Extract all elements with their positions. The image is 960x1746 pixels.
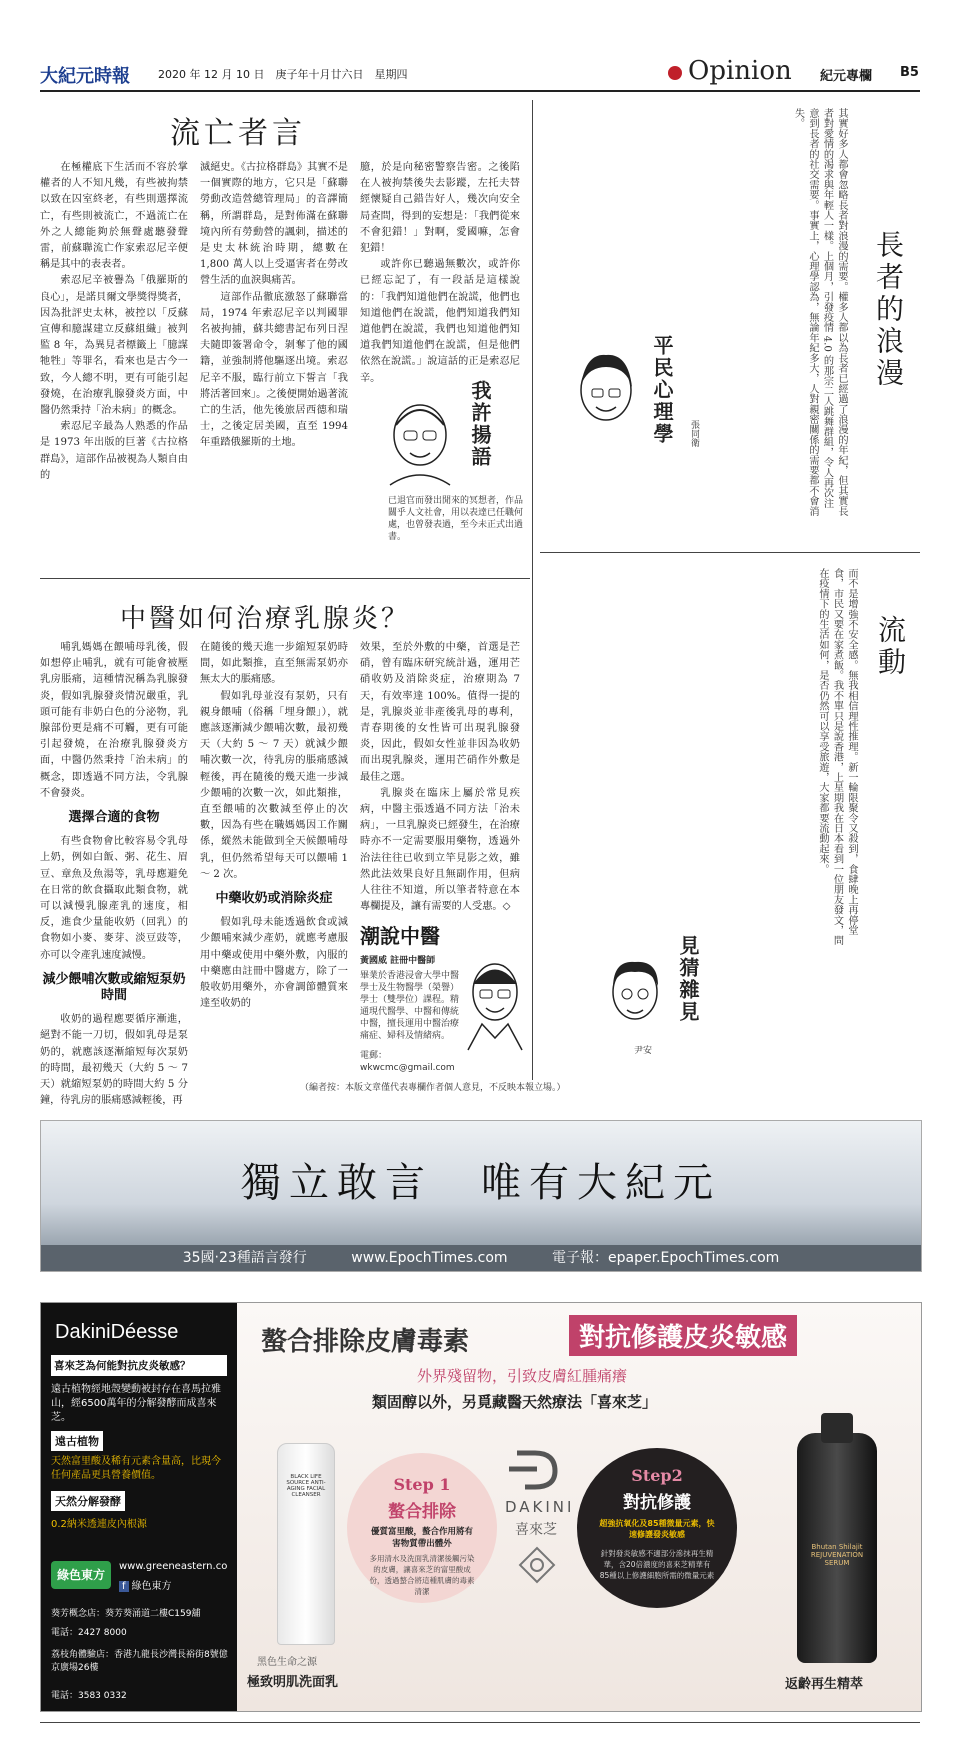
author-portrait xyxy=(566,345,646,445)
paragraph: 哺乳媽媽在餵哺母乳後，假如想停止哺乳，就有可能會被壓乳房脹痛，這種情況稱為乳腺發炎，假如乳腺發炎情況嚴重，乳頭可能有非奶白色的分泌物，乳腺部份更是痛不可觸，更有可能引起發燒，在治療乳腺發炎方面，中醫仍然秉持「治未病」的概念，即透過不同方法，令乳腺不會發炎。 xyxy=(40,642,188,799)
step-label: Step2 xyxy=(631,1466,683,1485)
subheading: 減少餵哺次數或縮短泵奶時間 xyxy=(42,971,186,1004)
subheading: 中藥收奶或消除炎症 xyxy=(215,891,333,907)
article-column xyxy=(360,640,520,913)
banner-slogan: 獨立敢言 唯有大紀元 xyxy=(241,1160,721,1206)
article-column xyxy=(40,160,188,570)
newspaper-logo: 大紀元時報 xyxy=(40,66,130,87)
paragraph: 臆，於是向秘密警察告密。之後陷在人被拘禁後失去影蹤，左托夫替經懷疑自己錯告好人，幾次向安全局查問，得到的妄想是：「我們從來不會犯錯！」對啊，愛國嘛，怎會犯錯！ xyxy=(360,162,520,255)
red-dot-icon xyxy=(668,66,682,80)
ad-main-panel xyxy=(237,1303,921,1711)
column-divider xyxy=(532,100,533,1080)
article-title: 中醫如何治療乳腺炎？ xyxy=(120,604,411,634)
ad-facebook-label: 綠色東方 xyxy=(131,1581,172,1592)
banner-website-link[interactable]: www.EpochTimes.com xyxy=(351,1250,508,1266)
article-title: 流動 xyxy=(874,615,907,679)
paragraph: 在隨後的幾天進一步縮短泵奶時間，如此類推，直至無需泵奶亦無太大的脹痛感。 xyxy=(200,642,348,686)
paragraph: 假如乳母並沒有泵奶，只有親身餵哺（俗稱「埋身餵」），就應該逐漸減少餵哺次數，最初幾天（大約 5 ～ 7 天）就減少餵哺次數一次，待乳房的脹痛感減輕後，再在隨後的幾天進一步減少餵哺的次數一次，如此類推，直至餵哺的次數減至停止的次數，因為有些在職媽媽因工作關係，縱然未能做到全天候餵哺母乳，但仍然希望每天可以餵哺 1 ～ 2 次。 xyxy=(200,690,348,880)
banner-languages: 35國‧23種語言發行 xyxy=(182,1250,307,1266)
paragraph: 乳腺炎在臨床上屬於常見疾病，中醫主張透過不同方法「治未病」，一旦乳腺炎已經發生，在治療時亦不一定需要服用藥物，透過外治法往往已收到立竿見影之效，雖然此法效果良好且無副作用，但病人往往不知道，所以筆者特意在本專欄提及，讓有需要的人受惠。◇ xyxy=(360,787,520,913)
article-column xyxy=(200,640,348,1070)
author-email: 電郵：wkwcmc@gmail.com xyxy=(360,1051,455,1073)
ad-shop-address: 葵芳概念店：葵芳葵涌道二樓C159舖 xyxy=(51,1609,201,1619)
paragraph: 有些食物會比較容易令乳母上奶，例如白飯、粥、花生、眉豆、章魚及魚湯等，乳母應避免在日常的飲食攝取此類食物，就可以減慢乳腺產乳的速度，相反，進食少量能收奶（回乳）的食物如小麥、麥芽、淡豆豉等，亦可以令產乳速度減慢。 xyxy=(40,836,188,961)
paragraph: 假如乳母未能透過飲食或減少餵哺來減少產奶，就應考慮服用中藥或使用中藥外敷，內服的中藥應由註冊中醫處方，除了一般收奶用藥外，亦會調節體質來達至收奶的 xyxy=(200,917,348,1010)
facebook-icon: f xyxy=(119,1581,129,1592)
step-description: 多用清水及洗面乳清潔後觸污染的皮膚，讓喜來芝的富里酸成份，透過螯合將這種肌膚的毒素清潔 xyxy=(369,1554,475,1596)
ad-shop-address: 荔枝角體驗店：香港九龍長沙灣長裕街8號億京廣場26樓 xyxy=(51,1650,228,1673)
product-name: 返齡再生精萃 xyxy=(785,1677,864,1692)
paragraph: 滅絕史。《古拉格群島》其實不是一個實際的地方，它只是「蘇聯勞動改造營總管理局」的音譯簡稱，所謂群島，是對佈滿在蘇聯境內所有勞動營的諷刺，描述的是史太林統治時期，總數在 1,800 萬人以上受逼害者在勞改營生活的血淚與痛苦。 xyxy=(200,162,348,287)
page-bottom-rule xyxy=(40,1722,920,1723)
author-portrait xyxy=(600,950,670,1045)
ad-subheadline: 類固醇以外，另覓藏醫天然療法「喜來芝」 xyxy=(372,1393,658,1411)
author-name: 尹安 xyxy=(634,1046,653,1056)
column-title: 平民心理學 xyxy=(650,335,674,445)
ad-shop-phone: 電話：3583 0332 xyxy=(51,1691,127,1701)
step2-circle xyxy=(577,1448,737,1608)
article-divider xyxy=(540,552,920,553)
paragraph: 這部作品徹底激怒了蘇聯當局，1974 年索忍尼辛以判國罪名被拘捕，蘇共總書記布列日涅夫隨即簽署命令，剝奪了他的國籍，並強制將他驅逐出境。索忍尼辛不服，臨行前立下誓言「我將活著回來」。之後便開始過著流亡的生活，他先後旅居西德和瑞士，之後定居美國，直至 1994 年重踏俄羅斯的土地。 xyxy=(200,291,348,449)
step1-circle xyxy=(347,1453,497,1603)
bottle-label: Bhutan Shilajit REJUVENATION SERUM xyxy=(810,1543,864,1567)
column-title: 見猜雜見 xyxy=(676,935,700,1023)
article-column xyxy=(360,160,520,384)
banner-epaper-link[interactable]: 電子報：epaper.EpochTimes.com xyxy=(552,1250,780,1266)
page-header xyxy=(40,56,920,92)
page-number: B5 xyxy=(900,65,919,80)
ad-shop-phone: 電話：2427 8000 xyxy=(51,1628,127,1638)
section-name: 紀元專欄 xyxy=(820,69,873,84)
ad-question: 喜來芝為何能對抗皮炎敏感？ xyxy=(51,1355,227,1376)
step-subtitle: 優質富里酸，螯合作用將有害物質帶出體外 xyxy=(370,1527,473,1549)
ad-facebook-link[interactable] xyxy=(119,1577,172,1592)
ad-description: 0.2納米透連皮內根源 xyxy=(51,1519,147,1530)
paragraph: 在極權底下生活而不容於掌權者的人不知凡幾，有些被拘禁以致在囚室終老，有些則選擇流亡，有些則被流亡，不過流亡在外之人總能夠於無聲處聽發聲雷，前蘇聯流亡作家索忍尼辛便稱是其中的表表者。 xyxy=(40,162,188,271)
ad-headline-highlight: 對抗修護皮炎敏感 xyxy=(569,1315,797,1356)
ad-tag: 遠古植物 xyxy=(51,1431,103,1451)
author-portrait xyxy=(462,950,528,1050)
article-divider xyxy=(40,578,530,579)
ad-description: 天然富里酸及稀有元素含量高，比現今任何產品更具營養價值。 xyxy=(51,1456,221,1481)
center-brand-cn: 喜來芝 xyxy=(515,1522,557,1538)
ad-sidebar xyxy=(41,1303,237,1711)
column-title: 我許揚語 xyxy=(468,380,492,468)
ad-description: 遠古植物經地殼變動被封存在喜馬拉雅山，經6500萬年的分解發酵而成喜來芝。 xyxy=(51,1384,221,1423)
article-title: 長者的浪漫 xyxy=(872,230,905,390)
bottle-cap xyxy=(821,1413,853,1443)
article-column xyxy=(200,160,348,570)
step-subtitle: 超強抗氧化及85種微量元素，快速修護發炎敏感 xyxy=(599,1519,715,1539)
epoch-times-banner xyxy=(40,1120,922,1272)
step-title: 螯合排除 xyxy=(388,1502,456,1522)
dakini-advertisement xyxy=(40,1302,922,1712)
green-east-logo-icon: 綠色東方 xyxy=(51,1561,111,1589)
author-caption: 已退官而發出閒來的冥想者，作品關乎人文社會，用以表達已任職何處，也曾發表過，至今未正式出過書。 xyxy=(388,496,524,542)
ad-headline: 螯合排除皮膚毒素 xyxy=(261,1327,470,1357)
serum-bottle xyxy=(797,1433,877,1663)
author-bio: 畢業於香港浸會大學中醫學士及生物醫學（榮譽）學士（雙學位）課程。精通現代醫學、中醫和傳統中醫，擅長運用中醫治療痛症、婦科及情緒病。 xyxy=(360,971,460,1041)
paragraph: 收奶的過程應要循序漸進，絕對不能一刀切，假如乳母是泵奶的，就應該逐漸縮短每次泵奶的時間，最初幾天（大約 5 ～ 7 天）就縮短泵奶的時間大約 5 分鐘，待乳房的脹痛感減輕後，再 xyxy=(40,1014,188,1107)
article-body: 而不是增強不安全感。無我相信理性推理。新一輪限聚令又殺到，食肆晚上再停堂食，市民又要在家煮飯。我不單只是說香港，上星期我在日本看到一位朋友發文，問在疫情下的生活如何，是否仍然可以享受旅遊，大家都要流動起來。 xyxy=(817,568,857,946)
author-name: 張同衛 xyxy=(689,420,699,447)
author-name: 黃國威 註冊中醫師 xyxy=(360,956,436,966)
cleanser-tube xyxy=(277,1443,335,1645)
article-column xyxy=(40,640,188,1107)
step-description: 針對發炎敏感不適部分滲抹再生精華，含20倍濃度的喜來芝精華有85種以上修護細胞所需的微量元素 xyxy=(599,1549,715,1580)
author-portrait xyxy=(380,395,460,485)
section-opinion: Opinion xyxy=(688,56,792,86)
endless-knot-icon xyxy=(515,1543,559,1587)
step-title: 對抗修護 xyxy=(623,1493,691,1513)
ad-brand-logo: DakiniDéesse xyxy=(55,1321,179,1343)
article-body: 其實好多人都會忽略長者對浪漫的需要。權多人都以為長者已經過了浪漫的年紀，但其實長者對愛情的渴求與年輕人一樣。上個月，引發疫情 4.0 的那宗二人跳舞群組，令人再次注意到長者的社交需要。事實上，心理學認為，無論年紀多大，人對親密關係的需要都不會消失。 xyxy=(792,108,847,516)
step-label: Step 1 xyxy=(393,1475,451,1494)
dakini-logo-icon xyxy=(507,1443,567,1493)
paragraph: 效果，至於外敷的中藥，首選是芒硝，曾有臨床研究統計過，運用芒硝收奶及消除炎症，治療期為 7 天，有效率達 100%。值得一提的是，乳腺炎並非產後乳母的專利，青春期後的女性皆可出現乳腺發炎，因此，假如女性並非因為收奶而出現乳腺炎，運用芒硝作外敷是最佳之選。 xyxy=(360,642,520,783)
ad-website-link[interactable]: www.greeneastern.co xyxy=(119,1561,228,1572)
product-label: 黑色生命之源 xyxy=(257,1657,317,1668)
subheading: 選擇合適的食物 xyxy=(68,810,160,826)
column-title: 潮說中醫 xyxy=(360,924,440,948)
paragraph: 索忍尼辛最為人熟悉的作品是 1973 年出版的巨著《古拉格群島》，這部作品被視為人類自由的 xyxy=(40,421,188,481)
product-name: 極致明肌洗面乳 xyxy=(247,1675,339,1690)
tube-label: BLACK LIFE SOURCE ANTI-AGING FACIAL CLEANSER xyxy=(286,1474,326,1498)
paragraph: 索忍尼辛被譽為「俄羅斯的良心」，是諾貝爾文學獎得獎者，因為批評史太林，被控以「反蘇宣傳和臆謀建立反蘇組織」被判監 8 年，為異見者標籤上「臆謀牠牲」等罪名，看來也是古今一致，今人總不明，更有可能引起發燒，在治療乳腺發炎方面，中醫仍然秉持「治未病」的概念。 xyxy=(40,275,188,417)
center-brand: DAKINI xyxy=(505,1498,575,1516)
banner-info-bar xyxy=(41,1245,921,1271)
article-title: 流亡者言 xyxy=(170,116,306,151)
ad-tag: 天然分解發酵 xyxy=(51,1491,125,1511)
editor-note: （編者按：本版文章僅代表專欄作者個人意見，不反映本報立場。） xyxy=(300,1083,566,1093)
ad-subheadline: 外界殘留物，引致皮膚紅腫痛癢 xyxy=(417,1367,628,1385)
issue-date: 2020 年 12 月 10 日 庚子年十月廿六日 星期四 xyxy=(158,68,408,81)
paragraph: 或許你已聽過無數次，或許你已經忘記了，有一段話是這樣說的：「我們知道他們在說謊，他們也知道他們在說謊，他們知道我們知道他們在說謊，我們也知道他們知道我們知道他們在說謊，但是他們依然在說謊。」說這話的正是索忍尼辛。 xyxy=(360,259,520,384)
